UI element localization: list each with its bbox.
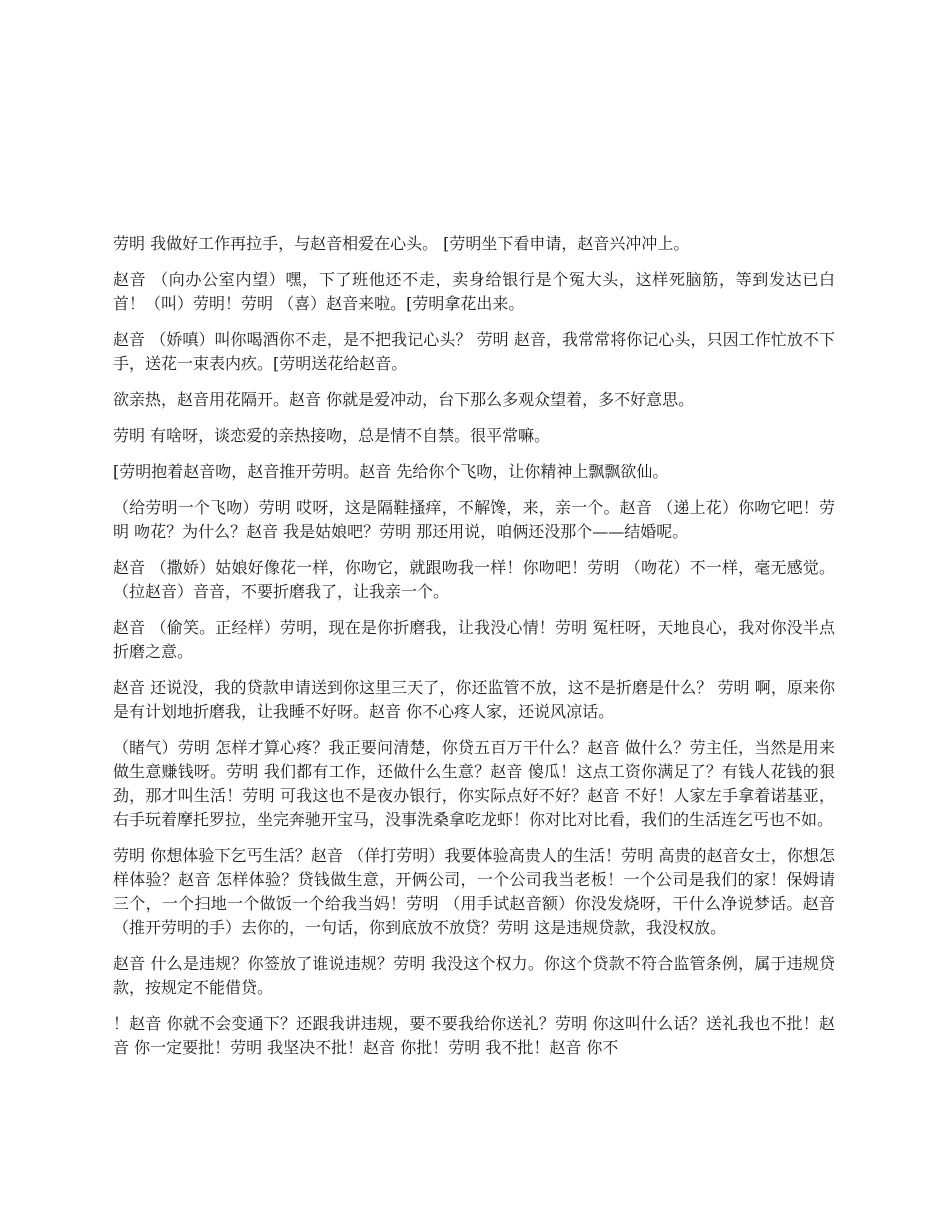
paragraph: 赵音 （撒娇）姑娘好像花一样，你吻它，就跟吻我一样！你吻吧！劳明 （吻花）不一样，毫无感觉。（拉赵音）音音，不要折磨我了，让我亲一个。 bbox=[113, 558, 835, 601]
paragraph: [劳明抱着赵音吻，赵音推开劳明。赵音 先给你个飞吻，让你精神上飘飘欲仙。 bbox=[113, 462, 669, 481]
paragraph: 赵音 （娇嗔）叫你喝酒你不走，是不把我记心头？ 劳明 赵音，我常常将你记心头，只因工作忙放不下手，送花一束表内疚。[劳明送花给赵音。 bbox=[113, 330, 835, 373]
paragraph: 劳明 有啥呀，谈恋爱的亲热接吻，总是情不自禁。很平常嘛。 bbox=[113, 426, 551, 445]
paragraph: ！赵音 你就不会变通下？还跟我讲违规，要不要我给你送礼？劳明 你这叫什么话？送礼我也不批！赵音 你一定要批！劳明 我坚决不批！赵音 你批！劳明 我不批！赵音 你不 bbox=[113, 1014, 835, 1057]
paragraph: 赵音 还说没，我的贷款申请送到你这里三天了，你还监管不放，这不是折磨是什么？ 劳明 啊，原来你是有计划地折磨我，让我睡不好呀。赵音 你不心疼人家，还说风凉话。 bbox=[113, 678, 835, 721]
document-body bbox=[113, 232, 835, 1072]
paragraph: 赵音 （偷笑。正经样）劳明，现在是你折磨我，让我没心情！劳明 冤枉呀，天地良心，我对你没半点折磨之意。 bbox=[113, 618, 835, 661]
paragraph: 欲亲热，赵音用花隔开。赵音 你就是爱冲动，台下那么多观众望着，多不好意思。 bbox=[113, 390, 695, 409]
paragraph: 赵音 什么是违规？你签放了谁说违规？劳明 我没这个权力。你这个贷款不符合监管条例，属于违规贷款，按规定不能借贷。 bbox=[113, 954, 835, 997]
paragraph: 劳明 我做好工作再拉手，与赵音相爱在心头。 [劳明坐下看申请，赵音兴冲冲上。 bbox=[113, 234, 690, 253]
paragraph: 赵音 （向办公室内望）嘿，下了班他还不走，卖身给银行是个冤大头，这样死脑筋，等到发达已白首！（叫）劳明！劳明 （喜）赵音来啦。[劳明拿花出来。 bbox=[113, 270, 835, 313]
paragraph: （睹气）劳明 怎样才算心疼？我正要问清楚，你贷五百万干什么？赵音 做什么？劳主任，当然是用来做生意赚钱呀。劳明 我们都有工作，还做什么生意？赵音 傻瓜！这点工资你满足了？有钱人花钱的狠劲，那才叫生活！劳明 可我这也不是夜办银行，你实际点好不好？赵音 不好！人家左手拿着诺基亚，右手玩着摩托罗拉，坐完奔驰开宝马，没事洗桑拿吃龙虾！你对比对比看，我们的生活连乞丐也不如。 bbox=[113, 738, 835, 829]
paragraph: （给劳明一个飞吻）劳明 哎呀，这是隔鞋搔痒，不解馋，来，亲一个。赵音 （递上花）你吻它吧！劳明 吻花？为什么？赵音 我是姑娘吧？劳明 那还用说，咱俩还没那个——结婚呢。 bbox=[113, 498, 835, 541]
paragraph: 劳明 你想体验下乞丐生活？赵音 （佯打劳明）我要体验高贵人的生活！劳明 高贵的赵音女士，你想怎样体验？赵音 怎样体验？贷钱做生意，开俩公司，一个公司我当老板！一个公司是我们的家！保姆请三个，一个扫地一个做饭一个给我当妈！劳明 （用手试赵音额）你没发烧呀，干什么净说梦话。赵音 （推开劳明的手）去你的，一句话，你到底放不放贷？劳明 这是违规贷款，我没权放。 bbox=[113, 846, 835, 937]
